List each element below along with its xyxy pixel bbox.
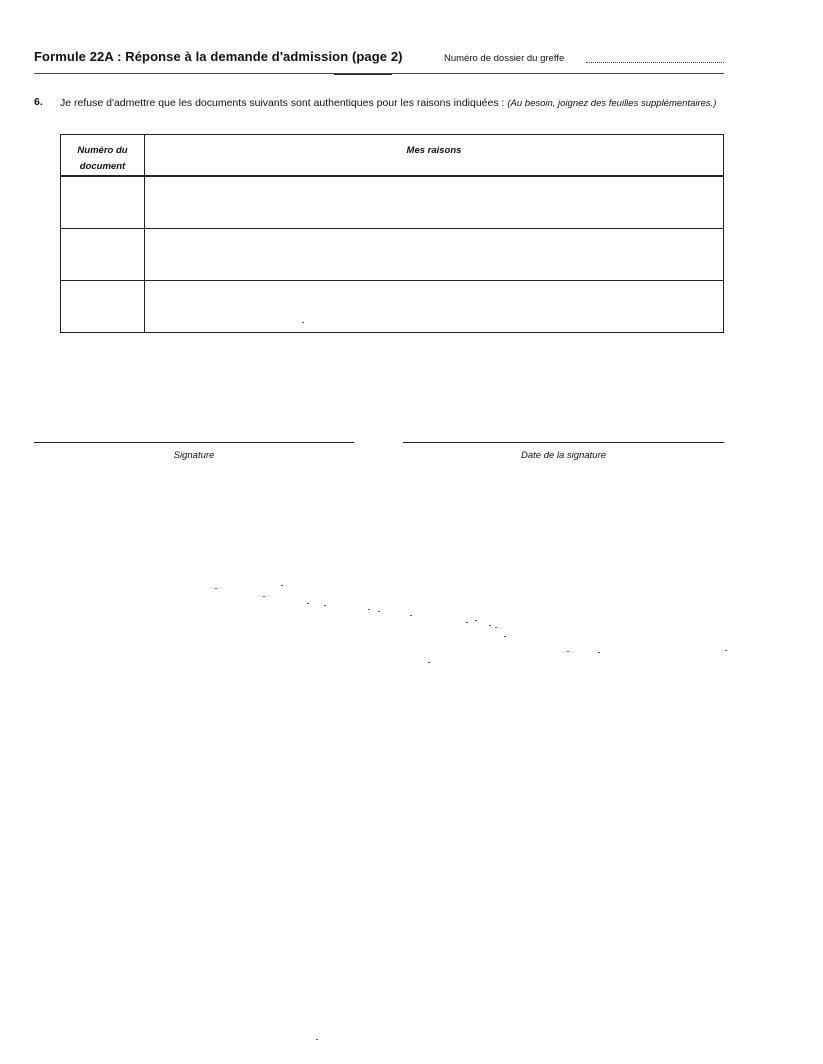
table-row — [61, 229, 724, 281]
court-file-number-label: Numéro de dossier du greffe — [444, 53, 565, 64]
document-number-cell[interactable] — [61, 229, 145, 281]
signature-date-line[interactable] — [403, 442, 724, 443]
reasons-table-header — [61, 135, 724, 176]
table-row — [61, 281, 724, 333]
reasons-header: Mes raisons — [145, 135, 724, 176]
section-statement: Je refuse d'admettre que les documents suivants sont authentiques pour les raisons indiquées : — [60, 97, 508, 109]
reasons-table — [60, 134, 724, 333]
signature-date-label: Date de la signature — [520, 450, 607, 461]
form-title: Formule 22A : Réponse à la demande d'admission (page 2) — [34, 49, 403, 64]
document-number-cell[interactable] — [61, 281, 145, 333]
document-number-cell[interactable] — [61, 177, 145, 229]
page-header — [34, 49, 724, 69]
reasons-cell[interactable] — [145, 229, 724, 281]
document-number-header-line1: Numéro du — [77, 145, 128, 156]
court-file-number-field[interactable] — [586, 62, 724, 63]
signature-label: Signature — [173, 450, 215, 461]
document-number-header-line2: document — [79, 161, 126, 172]
header-divider-accent — [334, 74, 392, 75]
section-text — [60, 96, 724, 111]
section-number: 6. — [34, 96, 43, 108]
signature-line[interactable] — [34, 442, 354, 443]
section-note: (Au besoin, joignez des feuilles supplémentaires.) — [507, 98, 717, 109]
reasons-cell[interactable] — [145, 281, 724, 333]
reasons-cell[interactable] — [145, 177, 724, 229]
table-row — [61, 177, 724, 229]
document-number-header — [61, 135, 145, 176]
